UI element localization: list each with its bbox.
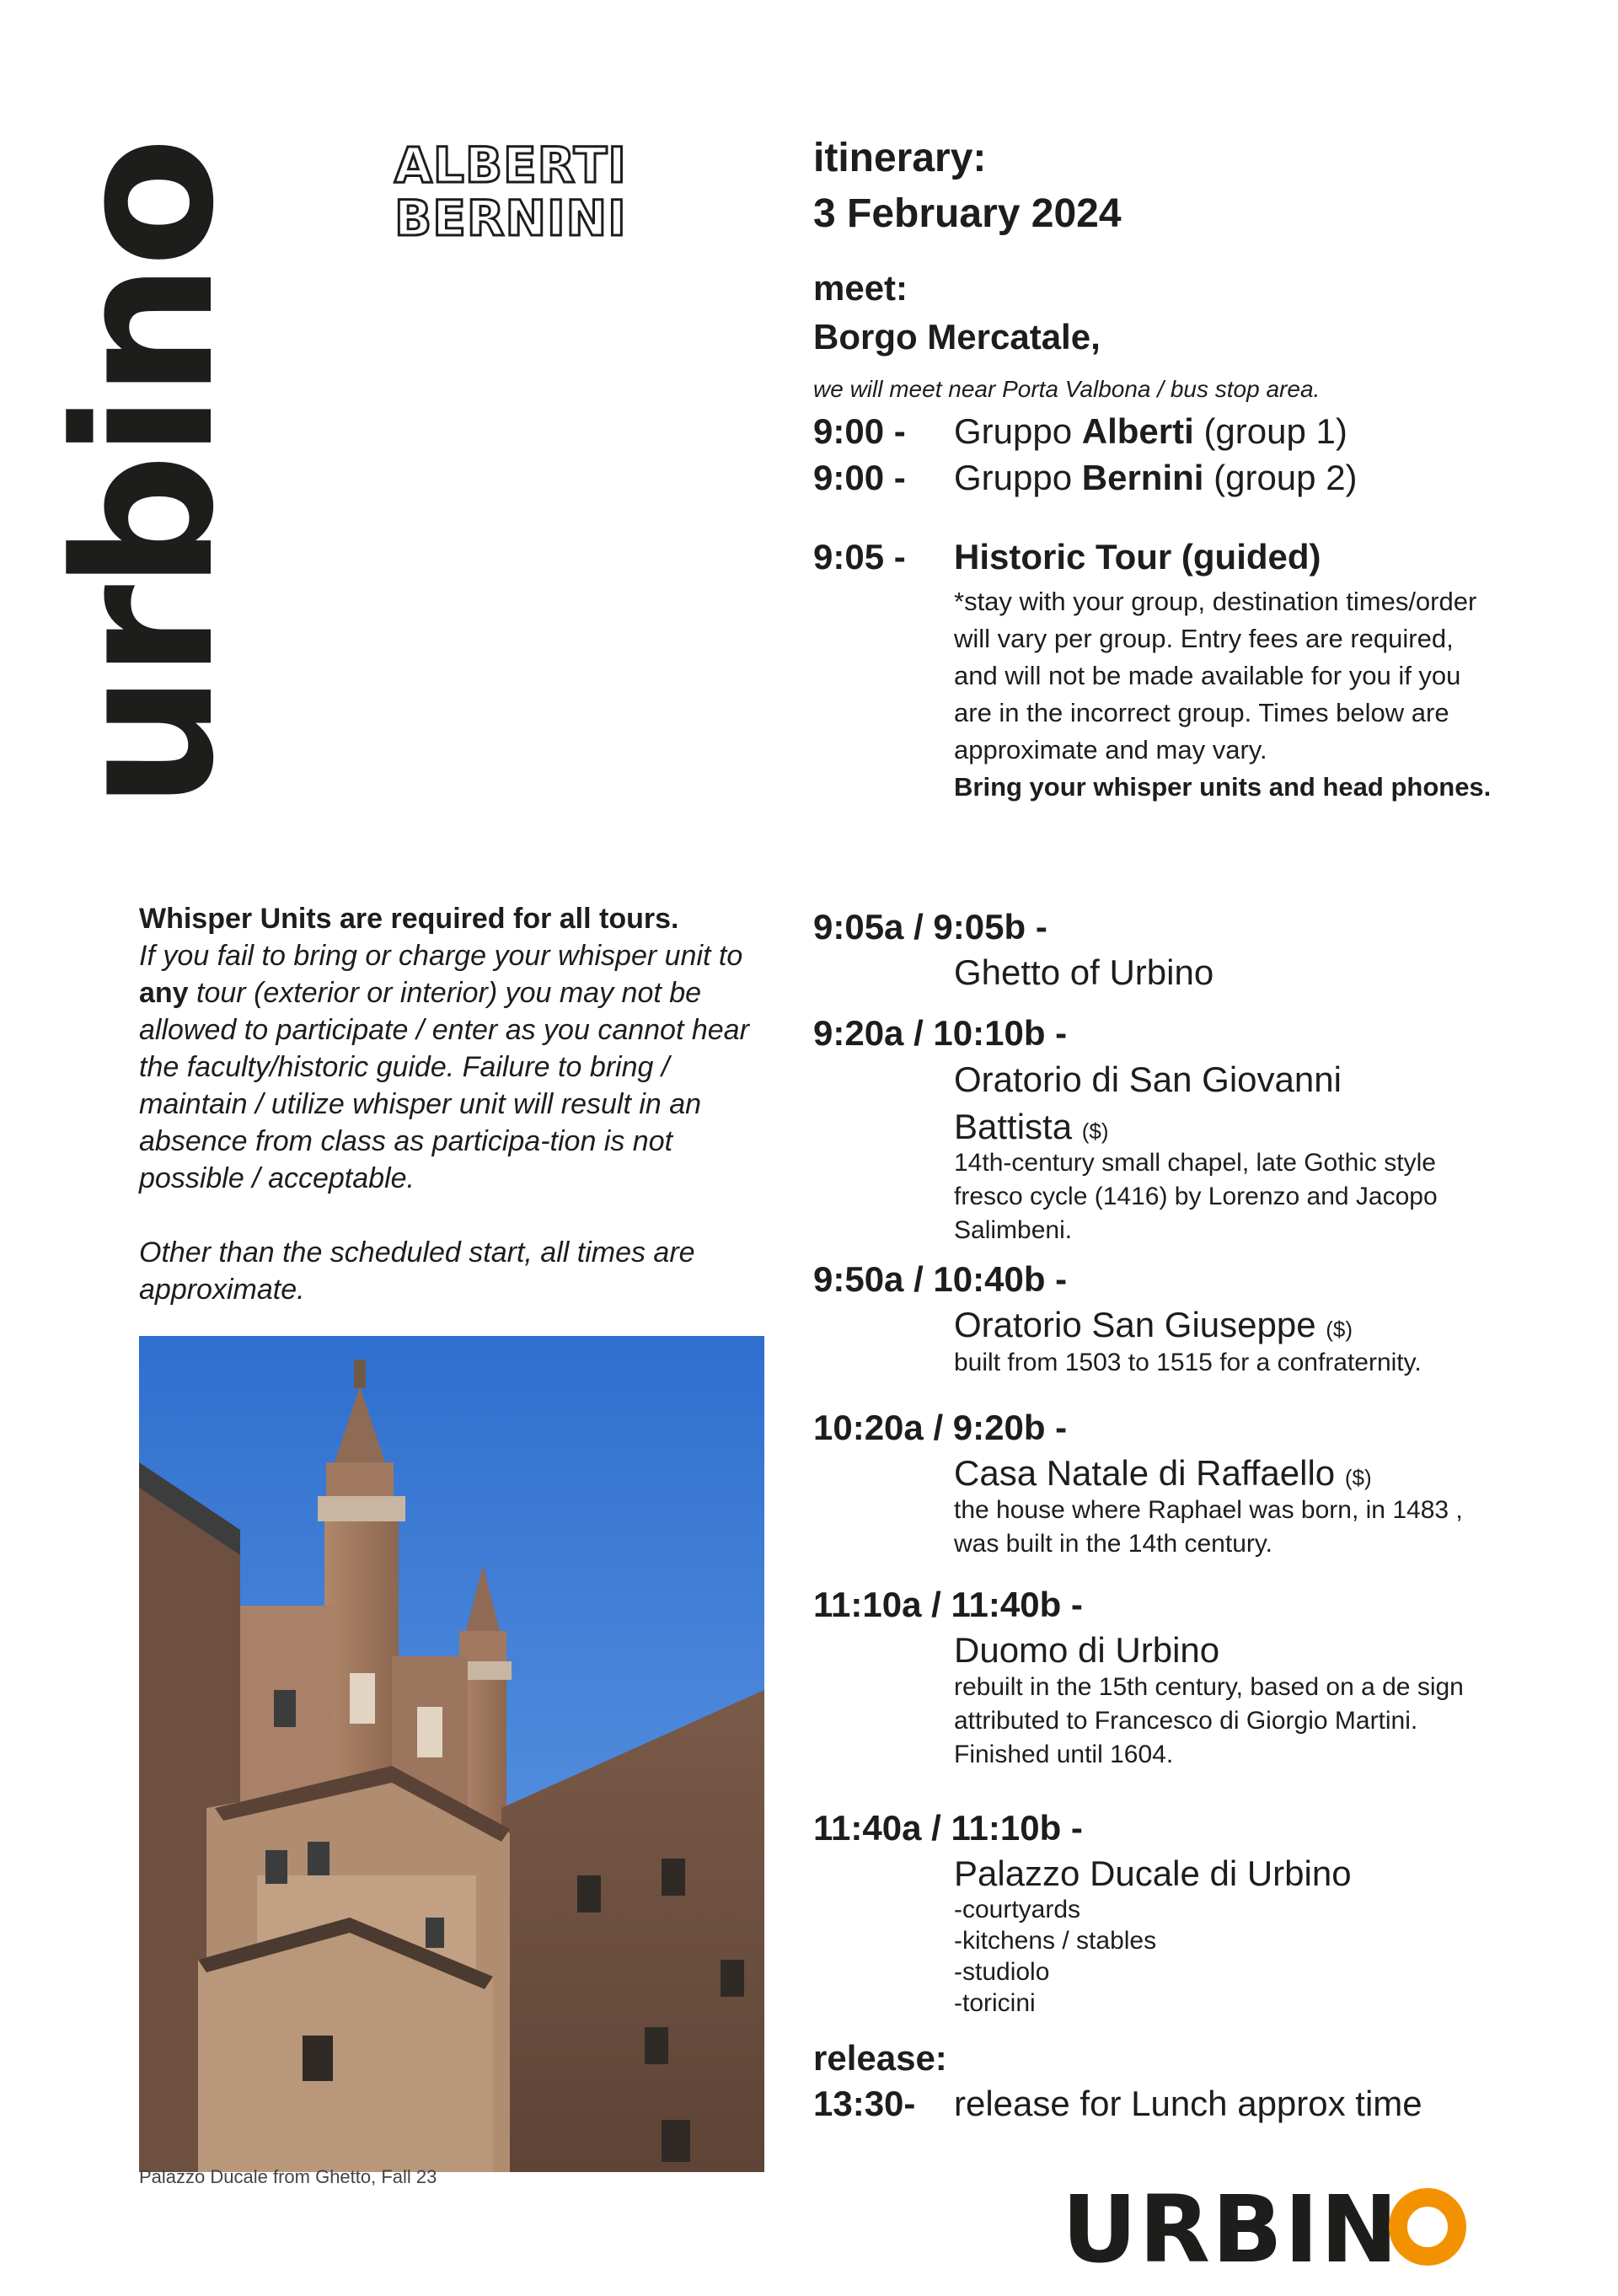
release-time: 13:30- xyxy=(813,2084,916,2123)
release-text: release for Lunch approx time xyxy=(954,2084,1422,2123)
meet-label: meet: xyxy=(813,268,908,308)
stop-6-item: -courtyards xyxy=(954,1896,1081,1923)
stop-5-time: 11:10a / 11:40b - xyxy=(813,1585,1083,1624)
meet-note: we will meet near Porta Valbona / bus stop area. xyxy=(813,376,1321,402)
meet-place: Borgo Mercatale, xyxy=(813,317,1101,357)
itinerary-heading: itinerary: xyxy=(813,136,987,180)
itinerary-date: 3 February 2024 xyxy=(813,191,1122,236)
stop-5-desc: rebuilt in the 15th century, based on a de sign attributed to Francesco di Giorgio Martini. Finished until 1604. xyxy=(954,1673,1464,1768)
stop-6-name: Palazzo Ducale di Urbino xyxy=(954,1853,1352,1893)
photo-caption: Palazzo Ducale from Ghetto, Fall 23 xyxy=(139,2166,437,2187)
stop-6-time: 11:40a / 11:10b - xyxy=(813,1808,1083,1848)
urbino-logo xyxy=(1062,2175,1400,2283)
whisper-heading: Whisper Units are required for all tours. xyxy=(139,903,679,935)
logo-wordmark: URBIN xyxy=(1062,2175,1400,2283)
stop-3-fee: ($) xyxy=(1326,1317,1353,1342)
stop-4-fee: ($) xyxy=(1344,1465,1372,1490)
tour-note: *stay with your group, destination times/order will vary per group. Entry fees are required, and will not be made available for you if you are in the incorrect group. Times below are approximate and may vary. Bring your whisper units and head phones. xyxy=(954,587,1492,802)
stop-6-item: -kitchens / stables xyxy=(954,1927,1157,1955)
whisper-notice xyxy=(139,900,763,1308)
start-group-1: Gruppo Alberti (group 1) xyxy=(954,411,1347,451)
stop-6-item: -toricini xyxy=(954,1989,1036,2017)
start-time-1: 9:00 - xyxy=(813,411,906,451)
stop-2-fee: ($) xyxy=(1081,1118,1109,1144)
start-time-2: 9:00 - xyxy=(813,458,906,497)
stop-4-time: 10:20a / 9:20b - xyxy=(813,1408,1068,1447)
start-group-2: Gruppo Bernini (group 2) xyxy=(954,458,1358,497)
stop-3-name: Oratorio San Giuseppe ($) xyxy=(954,1305,1353,1344)
stop-2-time: 9:20a / 10:10b - xyxy=(813,1013,1068,1053)
stop-6-items xyxy=(954,1894,1156,2019)
stop-3-time: 9:50a / 10:40b - xyxy=(813,1259,1068,1299)
group-logo-alberti: ALBERTI xyxy=(394,137,627,194)
stop-4-desc: the house where Raphael was born, in 1483 , was built in the 14th century. xyxy=(954,1496,1463,1558)
times-approx-note: Other than the scheduled start, all times are approximate. xyxy=(139,1237,695,1306)
stop-2-name-line2: Battista ($) xyxy=(954,1107,1109,1146)
stop-3-desc: built from 1503 to 1515 for a confraternity. xyxy=(954,1349,1422,1376)
stop-1-time: 9:05a / 9:05b - xyxy=(813,907,1047,947)
stop-6-item: -studiolo xyxy=(954,1958,1050,1986)
logo-o-ring-icon xyxy=(1389,2188,1466,2266)
stop-4-name: Casa Natale di Raffaello ($) xyxy=(954,1453,1372,1493)
stop-5-name: Duomo di Urbino xyxy=(954,1630,1220,1670)
vertical-title-text: urbino xyxy=(35,142,256,809)
stop-1-name: Ghetto of Urbino xyxy=(954,952,1214,992)
whisper-paragraph: If you fail to bring or charge your whisper unit to any tour (exterior or interior) you may not be allowed to participate / enter as you cannot hear the faculty/historic guide. Failure to bring / maintain / utilize whisper unit will result in an absence from class as participa-tion is not possible / acceptable. xyxy=(139,940,749,1194)
group-logo-bernini: BERNINI xyxy=(394,190,627,247)
release-label: release: xyxy=(813,2038,947,2078)
stop-2-name-line1: Oratorio di San Giovanni xyxy=(954,1059,1342,1099)
tour-time: 9:05 - xyxy=(813,537,906,577)
stop-2-desc: 14th-century small chapel, late Gothic style fresco cycle (1416) by Lorenzo and Jacopo Salimbeni. xyxy=(954,1149,1438,1244)
palazzo-ducale-photo xyxy=(139,1336,764,2172)
tour-title: Historic Tour (guided) xyxy=(954,537,1321,577)
